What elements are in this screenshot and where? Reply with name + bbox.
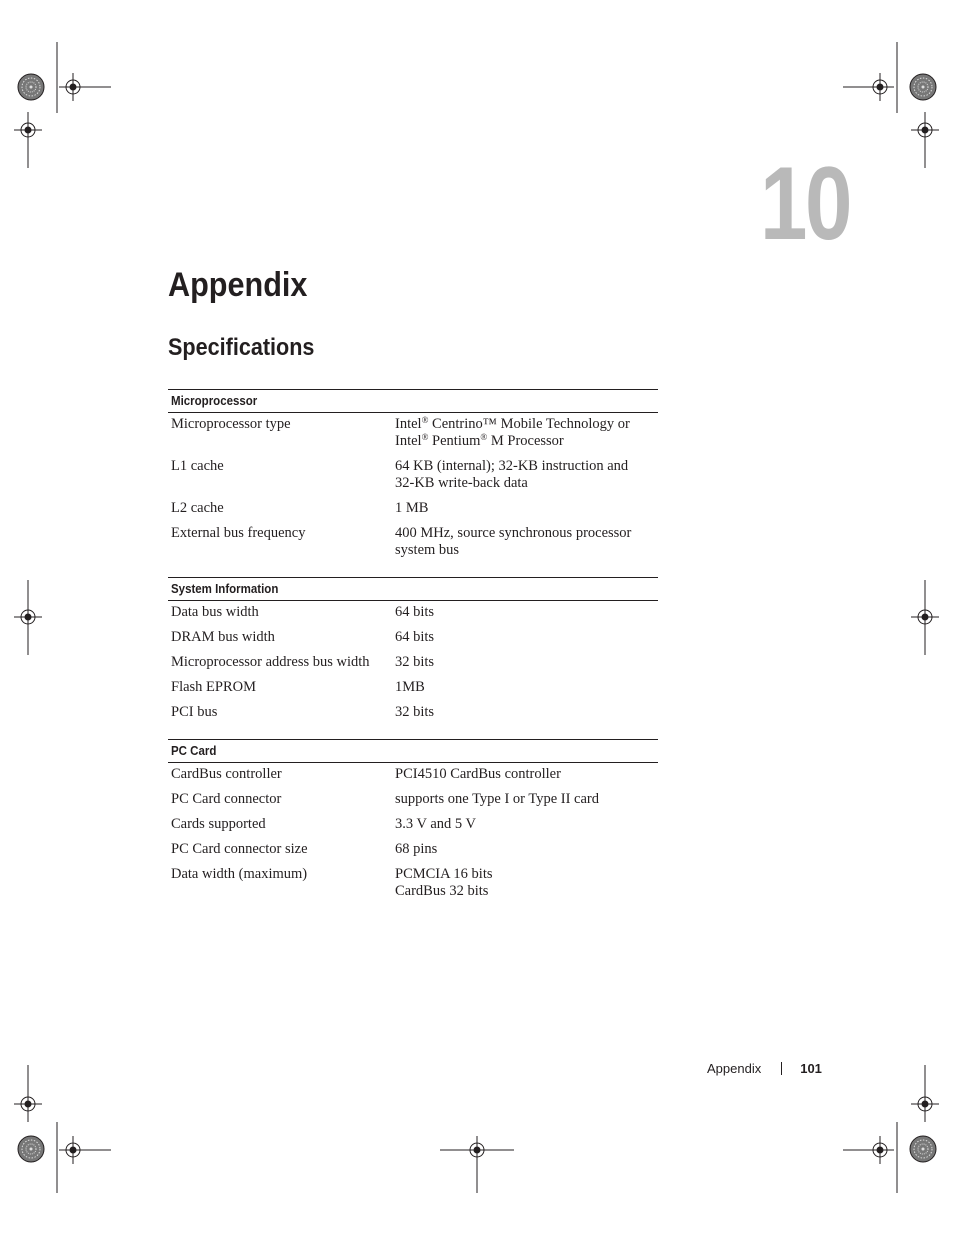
star-target-icon bbox=[18, 74, 44, 100]
specifications-table bbox=[168, 389, 658, 918]
spec-value-line: 64 bits bbox=[395, 629, 435, 645]
spec-value-line: 1MB bbox=[395, 679, 425, 695]
spec-row bbox=[168, 679, 658, 696]
spec-label: L1 cache bbox=[171, 458, 224, 474]
spec-row bbox=[168, 458, 658, 492]
spec-section-heading bbox=[168, 577, 658, 601]
spec-row bbox=[168, 525, 658, 559]
spec-value-line: system bus bbox=[395, 542, 460, 558]
spec-section bbox=[168, 389, 658, 559]
spec-value-line: Intel® Pentium® M Processor bbox=[395, 432, 564, 449]
spec-value-line: PCI4510 CardBus controller bbox=[395, 766, 561, 782]
spec-label: PCI bus bbox=[171, 704, 218, 720]
spec-value bbox=[395, 766, 658, 783]
spec-row bbox=[168, 816, 658, 833]
section-title: Specifications bbox=[168, 334, 315, 361]
page-footer bbox=[707, 1061, 822, 1076]
spec-label: PC Card connector size bbox=[171, 841, 308, 857]
spec-row bbox=[168, 604, 658, 621]
star-target-icon bbox=[18, 1136, 44, 1162]
spec-label: L2 cache bbox=[171, 500, 224, 516]
spec-value-line: supports one Type I or Type II card bbox=[395, 791, 600, 807]
spec-value bbox=[395, 416, 658, 450]
spec-value bbox=[395, 525, 658, 559]
spec-value bbox=[395, 841, 658, 858]
chapter-title: Appendix bbox=[168, 266, 308, 304]
spec-value bbox=[395, 679, 658, 696]
spec-value-line: CardBus 32 bits bbox=[395, 883, 489, 899]
spec-row bbox=[168, 416, 658, 450]
spec-value-line: 1 MB bbox=[395, 500, 429, 516]
chapter-number: 10 bbox=[760, 146, 850, 262]
spec-value-line: 32 bits bbox=[395, 654, 435, 670]
spec-row bbox=[168, 866, 658, 900]
spec-label: External bus frequency bbox=[171, 525, 306, 541]
spec-section-heading-text: PC Card bbox=[171, 744, 217, 758]
spec-section-heading bbox=[168, 389, 658, 413]
spec-value bbox=[395, 704, 658, 721]
spec-value-line: 64 KB (internal); 32-KB instruction and bbox=[395, 458, 629, 474]
spec-value bbox=[395, 791, 658, 808]
spec-value bbox=[395, 604, 658, 621]
spec-section bbox=[168, 577, 658, 721]
spec-row bbox=[168, 704, 658, 721]
star-target-icon bbox=[910, 74, 936, 100]
spec-value-line: 68 pins bbox=[395, 841, 438, 857]
spec-row bbox=[168, 791, 658, 808]
spec-value bbox=[395, 500, 658, 517]
spec-value-line: PCMCIA 16 bits bbox=[395, 866, 493, 882]
spec-value bbox=[395, 866, 658, 900]
spec-label: Data width (maximum) bbox=[171, 866, 308, 882]
spec-label: Cards supported bbox=[171, 816, 266, 832]
spec-label: CardBus controller bbox=[171, 766, 282, 782]
footer-divider bbox=[781, 1062, 782, 1075]
page-number: 101 bbox=[800, 1061, 822, 1076]
spec-value bbox=[395, 816, 658, 833]
spec-label: Data bus width bbox=[171, 604, 259, 620]
spec-label: Microprocessor address bus width bbox=[171, 654, 370, 670]
spec-section-heading-text: System Information bbox=[171, 582, 279, 596]
spec-label: Microprocessor type bbox=[171, 416, 291, 432]
footer-section-name: Appendix bbox=[707, 1061, 762, 1076]
spec-value bbox=[395, 458, 658, 492]
spec-label: DRAM bus width bbox=[171, 629, 275, 645]
spec-value bbox=[395, 629, 658, 646]
spec-section bbox=[168, 739, 658, 900]
spec-value-line: 32-KB write-back data bbox=[395, 475, 528, 491]
spec-label: Flash EPROM bbox=[171, 679, 257, 695]
spec-section-heading bbox=[168, 739, 658, 763]
spec-label: PC Card connector bbox=[171, 791, 282, 807]
spec-row bbox=[168, 500, 658, 517]
spec-row bbox=[168, 841, 658, 858]
spec-row bbox=[168, 629, 658, 646]
spec-row bbox=[168, 654, 658, 671]
spec-value-line: 32 bits bbox=[395, 704, 435, 720]
spec-value-line: 400 MHz, source synchronous processor bbox=[395, 525, 632, 541]
spec-value-line: 64 bits bbox=[395, 604, 435, 620]
spec-value-line: Intel® Centrino™ Mobile Technology or bbox=[395, 415, 630, 432]
spec-value-line: 3.3 V and 5 V bbox=[395, 816, 476, 832]
spec-row bbox=[168, 766, 658, 783]
spec-value bbox=[395, 654, 658, 671]
star-target-icon bbox=[910, 1136, 936, 1162]
spec-section-heading-text: Microprocessor bbox=[171, 394, 258, 408]
